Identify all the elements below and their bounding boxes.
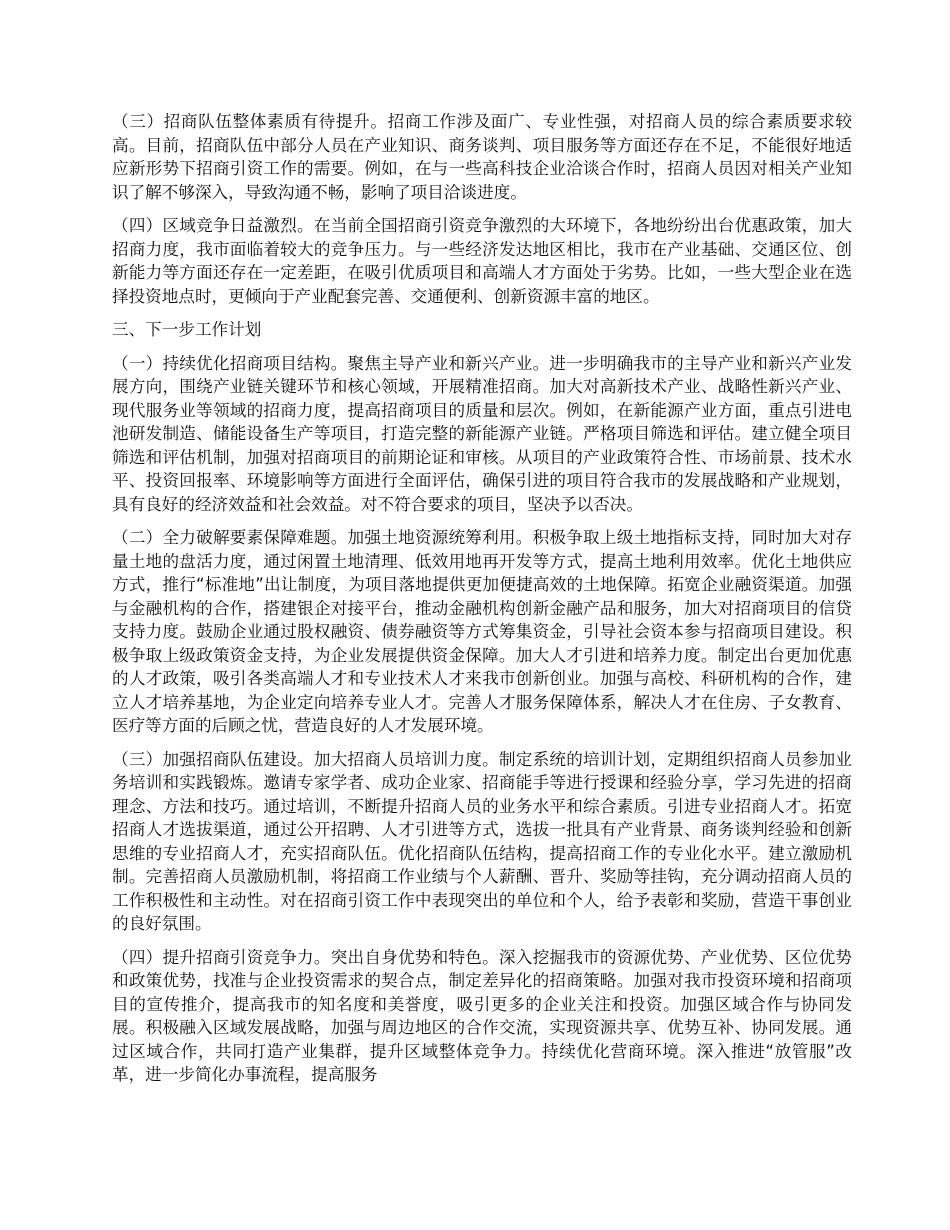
document-body [112,110,852,1097]
section-heading-next-plan: 三、下一步工作计划 [112,320,262,339]
paragraph-regional-competition: （四）区域竞争日益激烈。在当前全国招商引资竞争激烈的大环境下，各地纷纷出台优惠政策，加大招商力度，我市面临着较大的竞争压力。与一些经济发达地区相比，我市在产业基础、交通区位、创新能力等方面还存在一定差距，在吸引优质项目和高端人才方面处于劣势。比如，一些大型企业在选择投资地点时，更倾向于产业配套完善、交通便利、创新资源丰富的地区。 [112,216,852,306]
paragraph-factor-guarantee: （二）全力破解要素保障难题。加强土地资源统筹利用。积极争取上级土地指标支持，同时加大对存量土地的盘活力度，通过闲置土地清理、低效用地再开发等方式，提高土地利用效率。优化土地供应方式，推行“标准地”出让制度，为项目落地提供更加便捷高效的土地保障。拓宽企业融资渠道。加强与金融机构的合作，搭建银企对接平台，推动金融机构创新金融产品和服务，加大对招商项目的信贷支持力度。鼓励企业通过股权融资、债券融资等方式筹集资金，引导社会资本参与招商项目建设。积极争取上级政策资金支持，为企业发展提供资金保障。加大人才引进和培养力度。制定出台更加优惠的人才政策，吸引各类高端人才和专业技术人才来我市创新创业。加强与高校、科研机构的合作，建立人才培养基地，为企业定向培养专业人才。完善人才服务保障体系，解决人才在住房、子女教育、医疗等方面的后顾之忧，营造良好的人才发展环境。 [112,528,852,735]
paragraph-optimize-projects: （一）持续优化招商项目结构。聚焦主导产业和新兴产业。进一步明确我市的主导产业和新兴产业发展方向，围绕产业链关键环节和核心领域，开展精准招商。加大对高新技术产业、战略性新兴产业、现代服务业等领域的招商力度，提高招商项目的质量和层次。例如，在新能源产业方面，重点引进电池研发制造、储能设备生产等项目，打造完整的新能源产业链。严格项目筛选和评估。建立健全项目筛选和评估机制，加强对招商项目的前期论证和审核。从项目的产业政策符合性、市场前景、技术水平、投资回报率、环境影响等方面进行全面评估，确保引进的项目符合我市的发展战略和产业规划，具有良好的经济效益和社会效益。对不符合要求的项目，坚决予以否决。 [112,353,852,514]
paragraph-competitiveness: （四）提升招商引资竞争力。突出自身优势和特色。深入挖掘我市的资源优势、产业优势、区位优势和政策优势，找准与企业投资需求的契合点，制定差异化的招商策略。加强对我市投资环境和招商项目的宣传推介，提高我市的知名度和美誉度，吸引更多的企业关注和投资。加强区域合作与协同发展。积极融入区域发展战略，加强与周边地区的合作交流，实现资源共享、优势互补、协同发展。通过区域合作，共同打造产业集群，提升区域整体竞争力。持续优化营商环境。深入推进“放管服”改革，进一步简化办事流程，提高服务 [112,947,852,1084]
paragraph-team-quality: （三）招商队伍整体素质有待提升。招商工作涉及面广、专业性强，对招商人员的综合素质要求较高。目前，招商队伍中部分人员在产业知识、商务谈判、项目服务等方面还存在不足，不能很好地适应新形势下招商引资工作的需要。例如，在与一些高科技企业洽谈合作时，招商人员因对相关产业知识了解不够深入，导致沟通不畅，影响了项目洽谈进度。 [112,112,852,202]
paragraph-team-building: （三）加强招商队伍建设。加大招商人员培训力度。制定系统的培训计划，定期组织招商人员参加业务培训和实践锻炼。邀请专家学者、成功企业家、招商能手等进行授课和经验分享，学习先进的招商理念、方法和技巧。通过培训，不断提升招商人员的业务水平和综合素质。引进专业招商人才。拓宽招商人才选拔渠道，通过公开招聘、人才引进等方式，选拔一批具有产业背景、商务谈判经验和创新思维的专业招商人才，充实招商队伍。优化招商队伍结构，提高招商工作的专业化水平。建立激励机制。完善招商人员激励机制，将招商工作业绩与个人薪酬、晋升、奖励等挂钩，充分调动招商人员的工作积极性和主动性。对在招商引资工作中表现突出的单位和个人，给予表彰和奖励，营造干事创业的良好氛围。 [112,749,852,933]
